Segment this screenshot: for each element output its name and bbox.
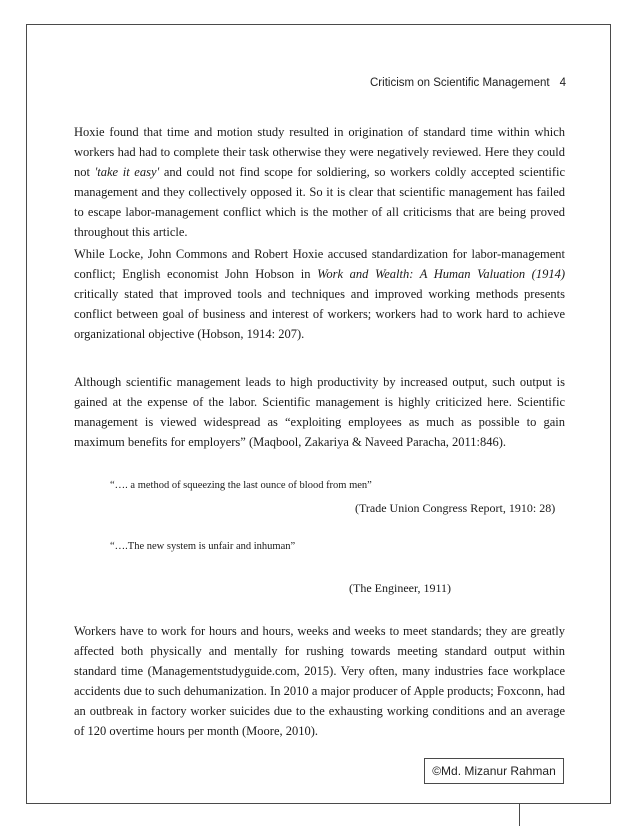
block-quote-1: “…. a method of squeezing the last ounce of blood from men” bbox=[110, 480, 372, 491]
paragraph-hoxie-part-a: Hoxie found that time and motion study resulted in origination of standard time within which workers had had to complete their task otherwise they were negatively reviewed. Here they could not bbox=[74, 125, 565, 179]
paragraph-hoxie bbox=[74, 122, 565, 242]
block-quote-2: “….The new system is unfair and inhuman” bbox=[110, 541, 296, 552]
running-title: Criticism on Scientific Management bbox=[370, 77, 550, 89]
page-number: 4 bbox=[559, 77, 566, 89]
running-header bbox=[370, 77, 566, 89]
paragraph-hobson-part-b: critically stated that improved tools and techniques and improved working methods presents conflict between goal of business and interest of workers; workers had to work hard to achieve organizational objective (Hobson, 1914: 207). bbox=[74, 287, 565, 341]
paragraph-workers: Workers have to work for hours and hours, weeks and weeks to meet standards; they are greatly affected both physically and mentally for rushing towards meeting standard output within standard time (Managementstudyguide.com, 2015). Very often, many industries face workplace accidents due to such dehumanization. In 2010 a major producer of Apple products; Foxconn, had an outbreak in factory worker suicides due to the exhausting working conditions and an average of 120 overtime hours per month (Moore, 2010). bbox=[74, 624, 565, 738]
bottom-rule bbox=[26, 803, 611, 804]
paragraph-hobson bbox=[74, 244, 565, 344]
block-quote-1-citation: (Trade Union Congress Report, 1910: 28) bbox=[355, 501, 556, 515]
footer-tick-line bbox=[519, 804, 520, 826]
paragraph-hobson-book-title: Work and Wealth: A Human Valuation (1914) bbox=[317, 267, 565, 281]
paragraph-productivity: Although scientific management leads to high productivity by increased output, such output is gained at the expense of the labor. Scientific management is highly criticized here. Scientific management is viewed widespread as “exploiting employees as much as possible to gain maximum benefits for employers” (Maqbool, Zakariya & Naveed Paracha, 2011:846). bbox=[74, 375, 565, 449]
author-credit-box: ©Md. Mizanur Rahman bbox=[424, 758, 564, 784]
block-quote-2-citation: (The Engineer, 1911) bbox=[349, 581, 452, 595]
paragraph-hoxie-emphasis: 'take it easy' bbox=[94, 165, 160, 179]
paragraph-hobson-part-a: While Locke, John Commons and Robert Hoxie accused standardization for labor-management conflict; English economist John Hobson in bbox=[74, 247, 565, 281]
paragraph-hoxie-part-b: and could not find scope for soldiering, so workers coldly accepted scientific management and they collectively opposed it. So it is clear that scientific management has failed to escape labor-management conflict which is the mother of all criticisms that are being proved throughout this article. bbox=[74, 165, 565, 239]
